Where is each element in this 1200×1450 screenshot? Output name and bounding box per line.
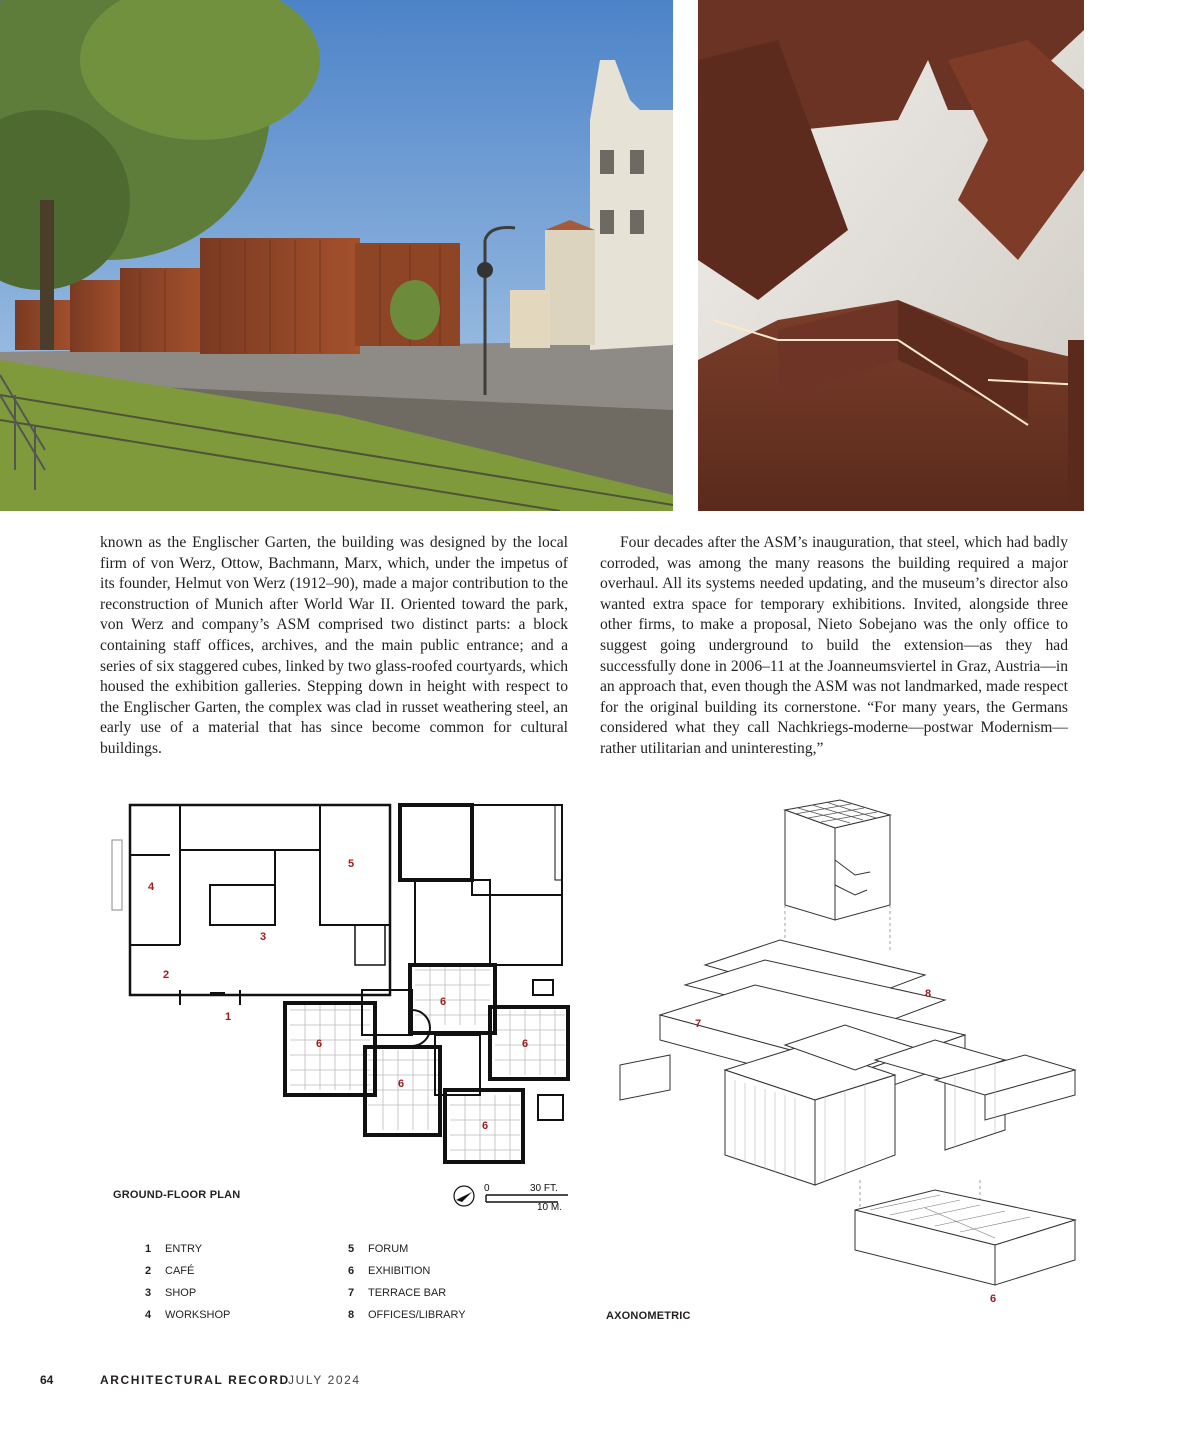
page-number: 64	[40, 1373, 54, 1387]
scale-meters: 10 M.	[537, 1202, 563, 1212]
legend-item	[145, 1265, 194, 1277]
axo-label-offices-library: 8	[925, 988, 932, 1000]
scale-bar-graphic	[450, 1180, 580, 1212]
legend-label: TERRACE BAR	[368, 1287, 447, 1299]
axo-label-exhibition: 6	[990, 1293, 997, 1305]
legend-number: 8	[348, 1309, 355, 1321]
scale-zero: 0	[484, 1183, 490, 1194]
plan-label-cafe: 2	[163, 969, 170, 981]
plan-label-exhibition: 6	[316, 1038, 323, 1050]
legend-item	[145, 1287, 196, 1299]
legend-label: ENTRY	[165, 1243, 203, 1255]
exterior-photo-illustration	[0, 0, 673, 511]
floor-plan-drawing	[100, 795, 580, 1185]
ground-floor-plan	[100, 795, 580, 1185]
body-text-right-column	[600, 533, 1068, 760]
legend-number: 4	[145, 1309, 152, 1321]
plan-label-exhibition: 6	[522, 1038, 529, 1050]
legend-number: 3	[145, 1287, 152, 1299]
legend-item	[145, 1243, 202, 1255]
legend-label: EXHIBITION	[368, 1265, 431, 1277]
plan-title: GROUND-FLOOR PLAN	[113, 1189, 241, 1201]
legend-number: 5	[348, 1243, 355, 1255]
legend-item	[145, 1309, 230, 1321]
plan-label-entry: 1	[225, 1011, 232, 1023]
axonometric-title: AXONOMETRIC	[606, 1310, 691, 1322]
axonometric-drawing	[605, 790, 1085, 1310]
stair-photo-illustration	[698, 0, 1084, 511]
axo-label-terrace-bar: 7	[695, 1018, 702, 1030]
legend-label: CAFÉ	[165, 1265, 195, 1277]
plan-label-exhibition: 6	[398, 1078, 405, 1090]
legend-label: WORKSHOP	[165, 1309, 231, 1321]
legend-item	[348, 1309, 466, 1321]
legend-number: 2	[145, 1265, 152, 1277]
scale-feet: 30 FT.	[530, 1183, 558, 1194]
plan-label-workshop: 4	[148, 881, 155, 893]
exterior-photo	[0, 0, 673, 511]
axonometric-illustration	[605, 790, 1085, 1310]
stair-photo	[698, 0, 1084, 511]
legend-item	[348, 1243, 408, 1255]
body-text-left-column	[100, 533, 568, 760]
legend-item	[348, 1287, 446, 1299]
plan-label-exhibition: 6	[482, 1120, 489, 1132]
legend-label: SHOP	[165, 1287, 197, 1299]
plan-label-shop: 3	[260, 931, 267, 943]
body-paragraph: known as the Englischer Garten, the building was designed by the local firm of von Werz, Ottow, Bachmann, Marx, which, under the impetus of its founder, Helmut von Werz (1912–90), made a major contribution to the reconstruction of Munich after World War II. Oriented toward the park, von Werz and company’s ASM comprised two distinct parts: a block containing staff offices, archives, and the main public entrance; and a series of six staggered cubes, linked by two glass-roofed courtyards, which housed the exhibition galleries. Stepping down in height with respect to the Englischer Garten, the complex was clad in russet weathering steel, an early use of a material that has since become common for cultural buildings.	[100, 534, 568, 757]
plan-label-exhibition: 6	[440, 996, 447, 1008]
legend-number: 7	[348, 1287, 355, 1299]
issue-date: JULY 2024	[288, 1373, 361, 1387]
legend	[145, 1243, 505, 1333]
legend-number: 6	[348, 1265, 355, 1277]
magazine-name: ARCHITECTURAL RECORD	[100, 1373, 290, 1387]
legend-label: OFFICES/LIBRARY	[368, 1309, 466, 1321]
plan-label-forum: 5	[348, 858, 355, 870]
body-paragraph: Four decades after the ASM’s inauguration, that steel, which had badly corroded, was among the many reasons the building required a major overhaul. All its systems needed updating, and the museum’s director also wanted extra space for temporary exhibitions. Invited, alongside three other firms, to make a proposal, Nieto Sobejano was the only office to suggest going underground to build the extension—as they had successfully done in 2006–11 at the Joanneumsviertel in Graz, Austria—in an approach that, even though the ASM was not landmarked, made respect for the original building its cornerstone. “For many years, the Germans considered what they call Nachkriegs-moderne—postwar Modernism—rather utilitarian and uninteresting,”	[600, 534, 1068, 757]
legend-number: 1	[145, 1243, 152, 1255]
legend-label: FORUM	[368, 1243, 409, 1255]
legend-item	[348, 1265, 430, 1277]
scale-bar	[450, 1180, 580, 1212]
